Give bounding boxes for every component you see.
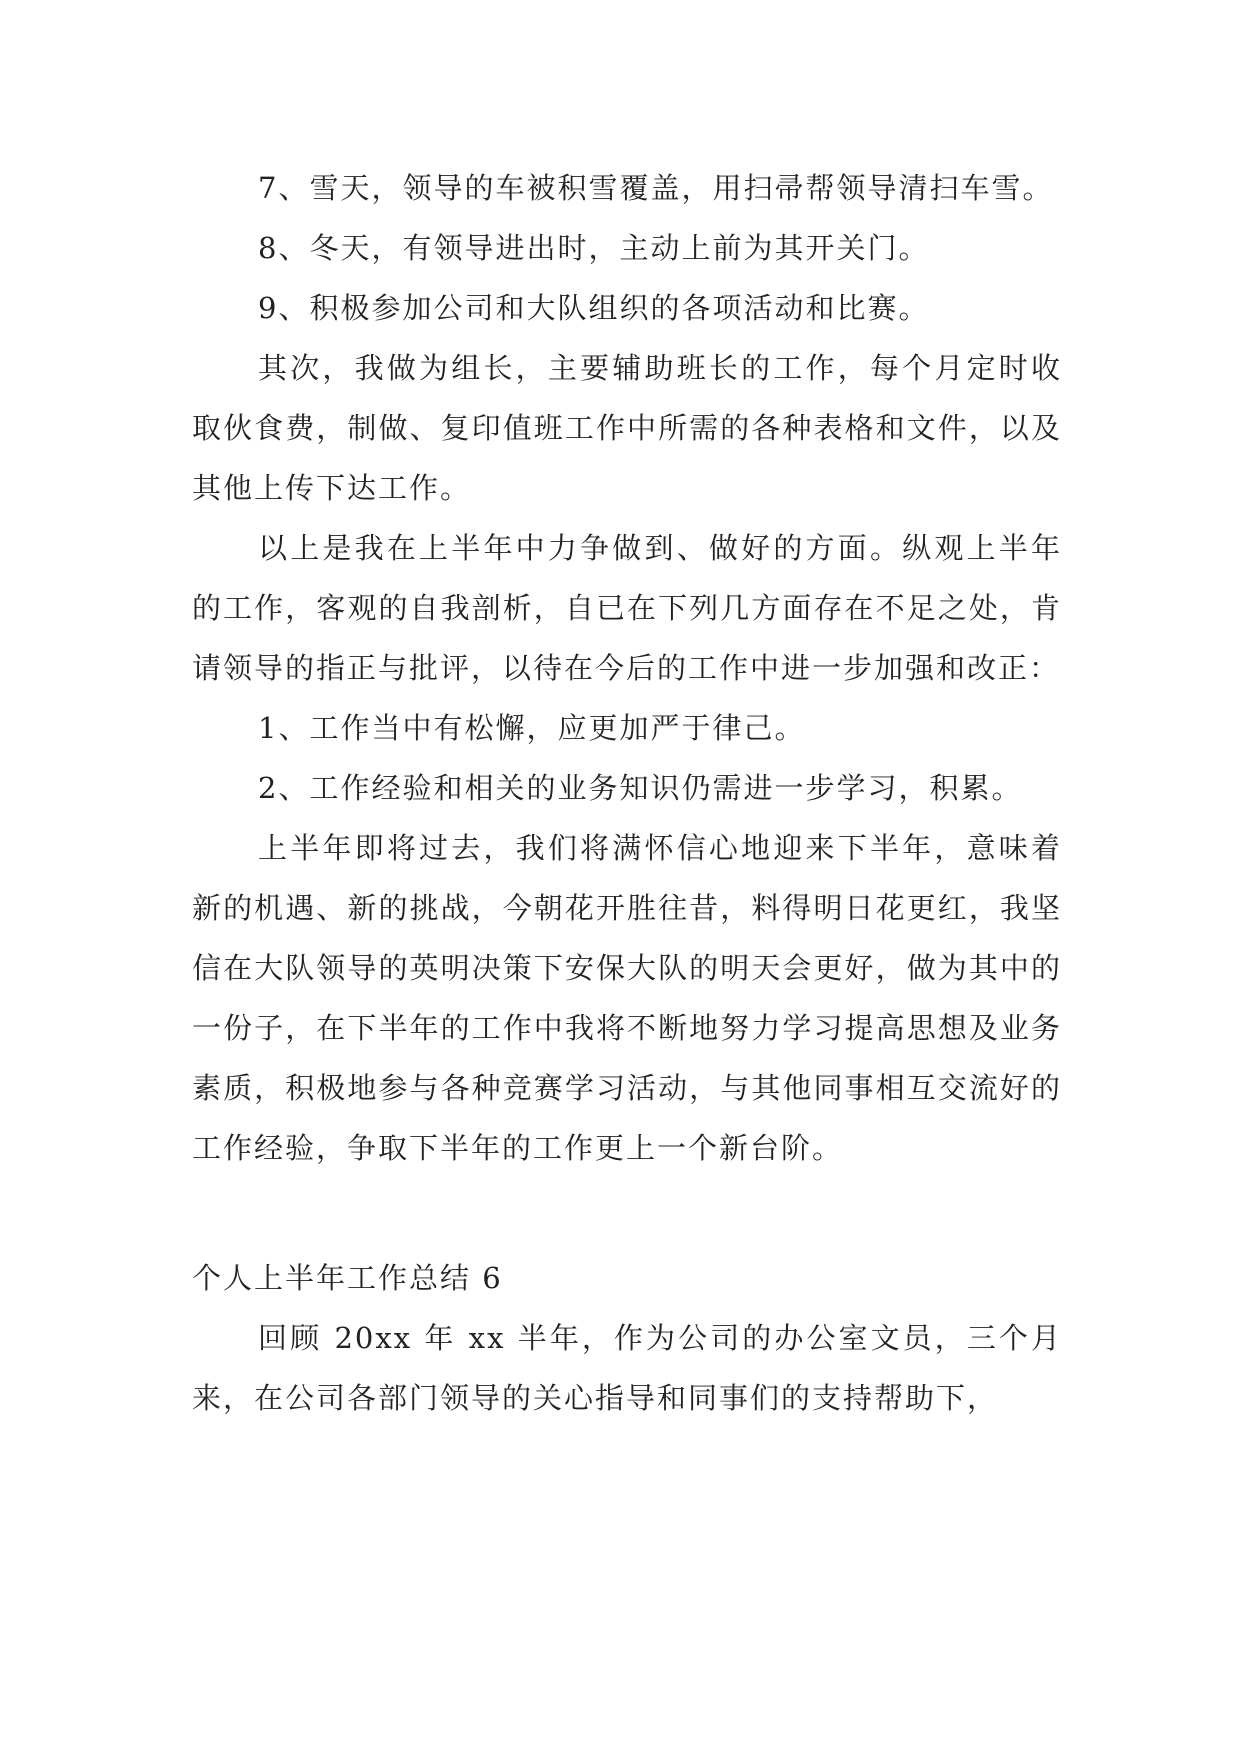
paragraph-item-8: 8、冬天，有领导进出时，主动上前为其开关门。 [258,231,930,265]
section-spacer [192,1178,1062,1248]
paragraph-item-7: 7、雪天，领导的车被积雪覆盖，用扫帚帮领导清扫车雪。 [258,171,1054,205]
paragraph-item-9: 9、积极参加公司和大队组织的各项活动和比赛。 [258,291,930,325]
paragraph-self-assessment: 以上是我在上半年中力争做到、做好的方面。纵观上半年的工作，客观的自我剖析，自已在下列几方面存在不足之处，肯请领导的指正与批评，以待在今后的工作中进一步加强和改正： [192,531,1062,685]
document-page [192,158,1062,1428]
paragraph-outlook: 上半年即将过去，我们将满怀信心地迎来下半年，意味着新的机遇、新的挑战，今朝花开胜往昔，料得明日花更红，我坚信在大队领导的英明决策下安保大队的明天会更好，做为其中的一份子，在下半年的工作中我将不断地努力学习提高思想及业务素质，积极地参与各种竞赛学习活动，与其他同事相互交流好的工作经验，争取下半年的工作更上一个新台阶。 [192,831,1062,1165]
paragraph-team-leader-duties: 其次，我做为组长，主要辅助班长的工作，每个月定时收取伙食费，制做、复印值班工作中所需的各种表格和文件，以及其他上传下达工作。 [192,351,1062,505]
section-heading: 个人上半年工作总结 6 [192,1261,503,1295]
paragraph-shortcoming-1: 1、工作当中有松懈，应更加严于律己。 [258,711,806,745]
paragraph-review-intro: 回顾 20xx 年 xx 半年，作为公司的办公室文员，三个月来，在公司各部门领导的关心指导和同事们的支持帮助下， [192,1321,1062,1415]
paragraph-shortcoming-2: 2、工作经验和相关的业务知识仍需进一步学习，积累。 [258,771,1023,805]
